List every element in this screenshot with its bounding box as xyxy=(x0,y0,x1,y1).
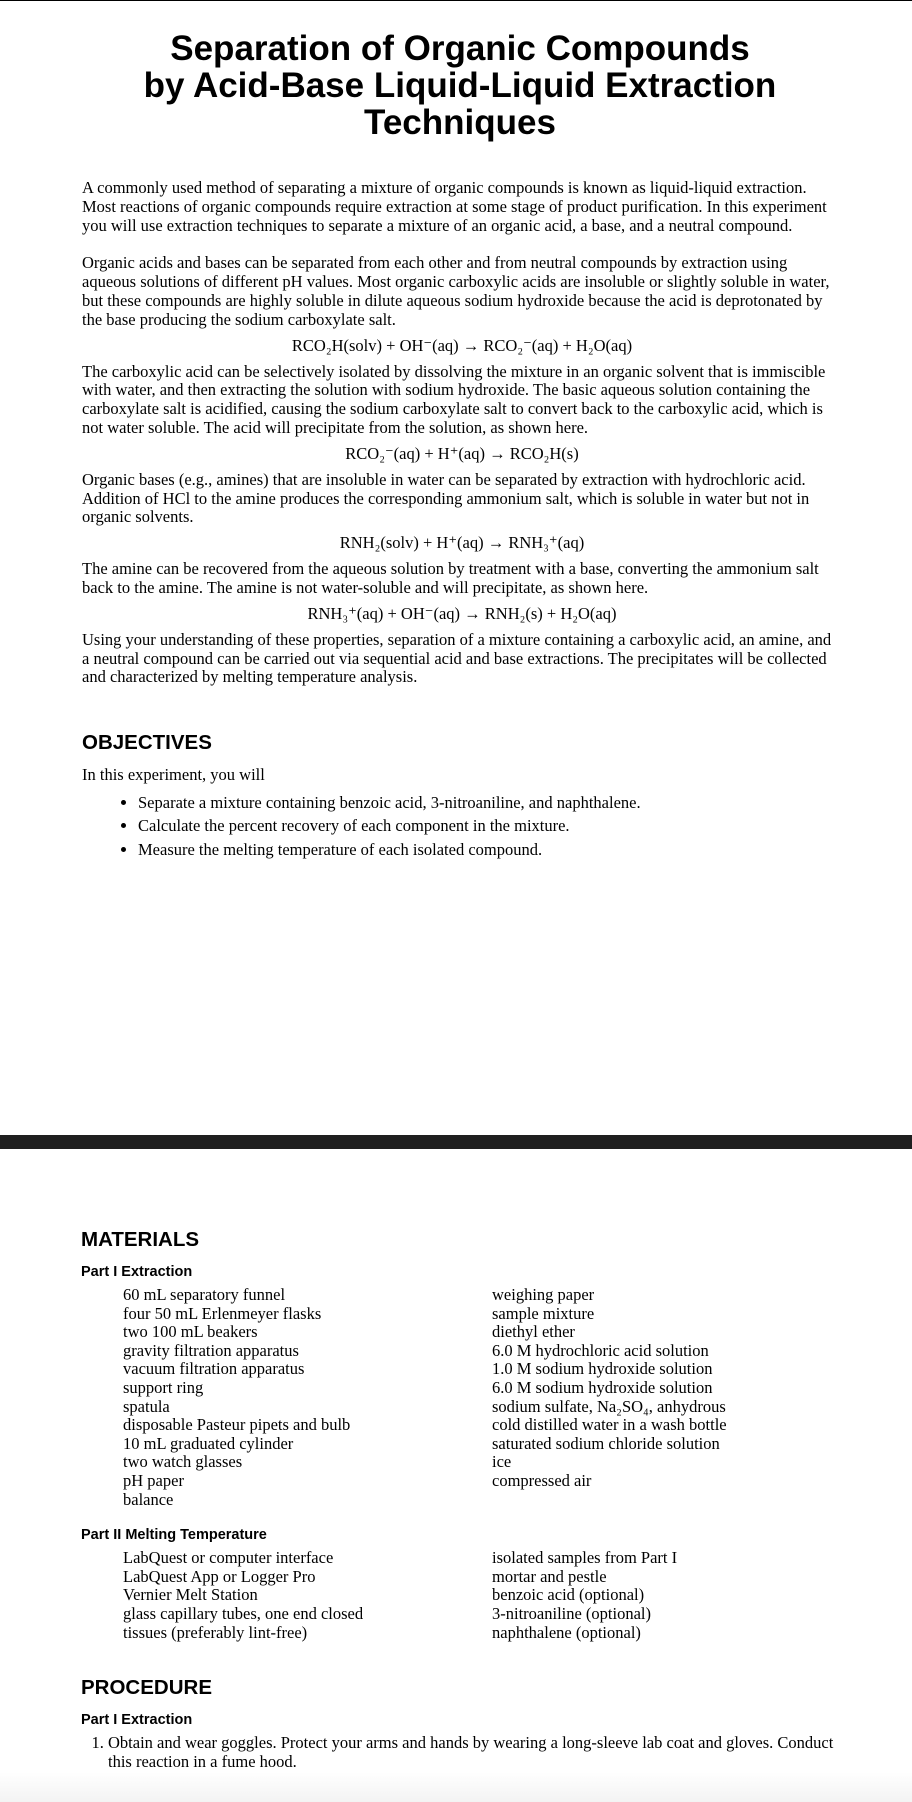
list-item: Vernier Melt Station xyxy=(123,1585,258,1605)
list-item: gravity filtration apparatus xyxy=(123,1340,299,1360)
list-item: LabQuest App or Logger Pro xyxy=(123,1566,316,1586)
list-item: 6.0 M hydrochloric acid solution xyxy=(492,1340,709,1360)
equation-3: RNH₂(solv) + H⁺(aq) → RNH₃⁺(aq) xyxy=(339,533,585,553)
materials-part1-left-list xyxy=(123,1286,492,1509)
list-item: cold distilled water in a wash bottle xyxy=(492,1415,727,1435)
equation-4: RNH₃⁺(aq) + OH⁻(aq) → RNH₂(s) + H₂O(aq) xyxy=(307,603,617,623)
list-item: 60 mL separatory funnel xyxy=(123,1285,286,1304)
intro-paragraph-3: The carboxylic acid can be selectively isolated by dissolving the mixture in an organic solvent that is immiscible with water, and then extracting the solution with sodium hydroxide. The basic aqueous solution containing the carboxylate salt is acidified, causing the sodium carboxylate salt to convert back to the carboxylic acid, which is not water soluble. The acid will precipitate from the solution, as shown here. xyxy=(82,361,826,437)
intro-paragraph-6: Using your understanding of these properties, separation of a mixture containing a carboxylic acid, an amine, and a neutral compound can be carried out via sequential acid and base extractions. The precipitates will be collected and characterized by melting temperature analysis. xyxy=(82,629,832,687)
objective-item: • Measure the melting temperature of each isolated compound. xyxy=(138,838,842,862)
objective-item: • Calculate the percent recovery of each component in the mixture. xyxy=(138,814,842,838)
materials-part1-right-list xyxy=(492,1286,852,1509)
page-one xyxy=(82,30,842,861)
materials-part1-heading: Part I Extraction xyxy=(81,1264,193,1280)
intro-paragraph-2: Organic acids and bases can be separated from each other and from neutral compounds by extraction using aqueous solutions of different pH values. Most organic carboxylic acids are insoluble or slightly soluble in water, but these compounds are highly soluble in dilute aqueous sodium hydroxide because the acid is deprotonated by the base producing the sodium carboxylate salt. xyxy=(82,253,830,329)
page-divider xyxy=(0,1135,912,1149)
list-item: tissues (preferably lint-free) xyxy=(123,1622,308,1642)
materials-part2-left-list xyxy=(123,1549,492,1642)
list-item: mortar and pestle xyxy=(492,1566,607,1586)
list-item: disposable Pasteur pipets and bulb xyxy=(123,1415,351,1435)
list-item: 3-nitroaniline (optional) xyxy=(492,1603,651,1623)
list-item: support ring xyxy=(123,1377,204,1397)
objectives-list xyxy=(82,791,842,862)
procedure-step: 1. Obtain and wear goggles. Protect your arms and hands by wearing a long-sleeve lab coat and gloves. Conduct this reaction in a fume hood. xyxy=(108,1734,861,1772)
title-line-1: Separation of Organic Compounds xyxy=(170,29,750,68)
equation-2: RCO₂⁻(aq) + H⁺(aq) → RCO₂H(s) xyxy=(345,443,579,463)
procedure-steps xyxy=(81,1734,861,1772)
top-border xyxy=(0,0,912,1)
title-line-3: Techniques xyxy=(364,103,556,142)
list-item: two 100 mL beakers xyxy=(123,1322,258,1342)
list-item: sample mixture xyxy=(492,1303,595,1323)
materials-part2-columns xyxy=(123,1549,861,1642)
materials-part2-right-list xyxy=(492,1549,852,1642)
list-item: glass capillary tubes, one end closed xyxy=(123,1603,364,1623)
list-item: sodium sulfate, Na₂SO₄, anhydrous xyxy=(492,1396,726,1416)
list-item: compressed air xyxy=(492,1470,592,1490)
list-item: 10 mL graduated cylinder xyxy=(123,1433,294,1453)
intro-paragraph-5: The amine can be recovered from the aqueous solution by treatment with a base, converting the ammonium salt back to the amine. The amine is not water-soluble and will precipitate, as shown here. xyxy=(82,559,819,597)
list-item: ice xyxy=(492,1452,512,1472)
list-item: weighing paper xyxy=(492,1285,595,1304)
objectives-lead: In this experiment, you will xyxy=(82,765,265,785)
intro-paragraph-1: A commonly used method of separating a mixture of organic compounds is known as liquid-liquid extraction. Most reactions of organic compounds require extraction at some stage of product purification. In this experiment you will use extraction techniques to separate a mixture of an organic acid, a base, and a neutral compound. xyxy=(82,178,827,235)
procedure-heading: PROCEDURE xyxy=(81,1676,212,1700)
list-item: spatula xyxy=(123,1396,170,1416)
list-item: benzoic acid (optional) xyxy=(492,1585,645,1605)
list-item: pH paper xyxy=(123,1470,184,1490)
equation-1: RCO₂H(solv) + OH⁻(aq) → RCO₂⁻(aq) + H₂O(aq) xyxy=(291,335,633,355)
list-item: diethyl ether xyxy=(492,1322,575,1342)
list-item: four 50 mL Erlenmeyer flasks xyxy=(123,1303,322,1323)
materials-part1-columns xyxy=(123,1286,861,1509)
page-two xyxy=(81,1228,861,1772)
title-line-2: by Acid-Base Liquid-Liquid Extraction xyxy=(143,66,777,105)
list-item: vacuum filtration apparatus xyxy=(123,1359,305,1379)
list-item: two watch glasses xyxy=(123,1452,243,1472)
materials-part2-heading: Part II Melting Temperature xyxy=(81,1527,267,1544)
list-item: LabQuest or computer interface xyxy=(123,1548,334,1568)
procedure-part1-heading: Part I Extraction xyxy=(81,1712,193,1729)
objective-item: • Separate a mixture containing benzoic acid, 3-nitroaniline, and naphthalene. xyxy=(138,791,842,815)
materials-heading: MATERIALS xyxy=(81,1228,200,1251)
list-item: isolated samples from Part I xyxy=(492,1548,678,1568)
list-item: naphthalene (optional) xyxy=(492,1622,641,1642)
bottom-fade xyxy=(0,1772,912,1802)
document-title xyxy=(80,30,840,141)
list-item: 1.0 M sodium hydroxide solution xyxy=(492,1359,713,1379)
intro-paragraph-4: Organic bases (e.g., amines) that are insoluble in water can be separated by extraction with hydrochloric acid. Addition of HCl to the amine produces the corresponding ammonium salt, which is soluble in water but not in organic solvents. xyxy=(82,469,810,527)
list-item: saturated sodium chloride solution xyxy=(492,1433,720,1453)
list-item: balance xyxy=(123,1489,174,1509)
objectives-heading: OBJECTIVES xyxy=(82,731,212,755)
list-item: 6.0 M sodium hydroxide solution xyxy=(492,1377,713,1397)
